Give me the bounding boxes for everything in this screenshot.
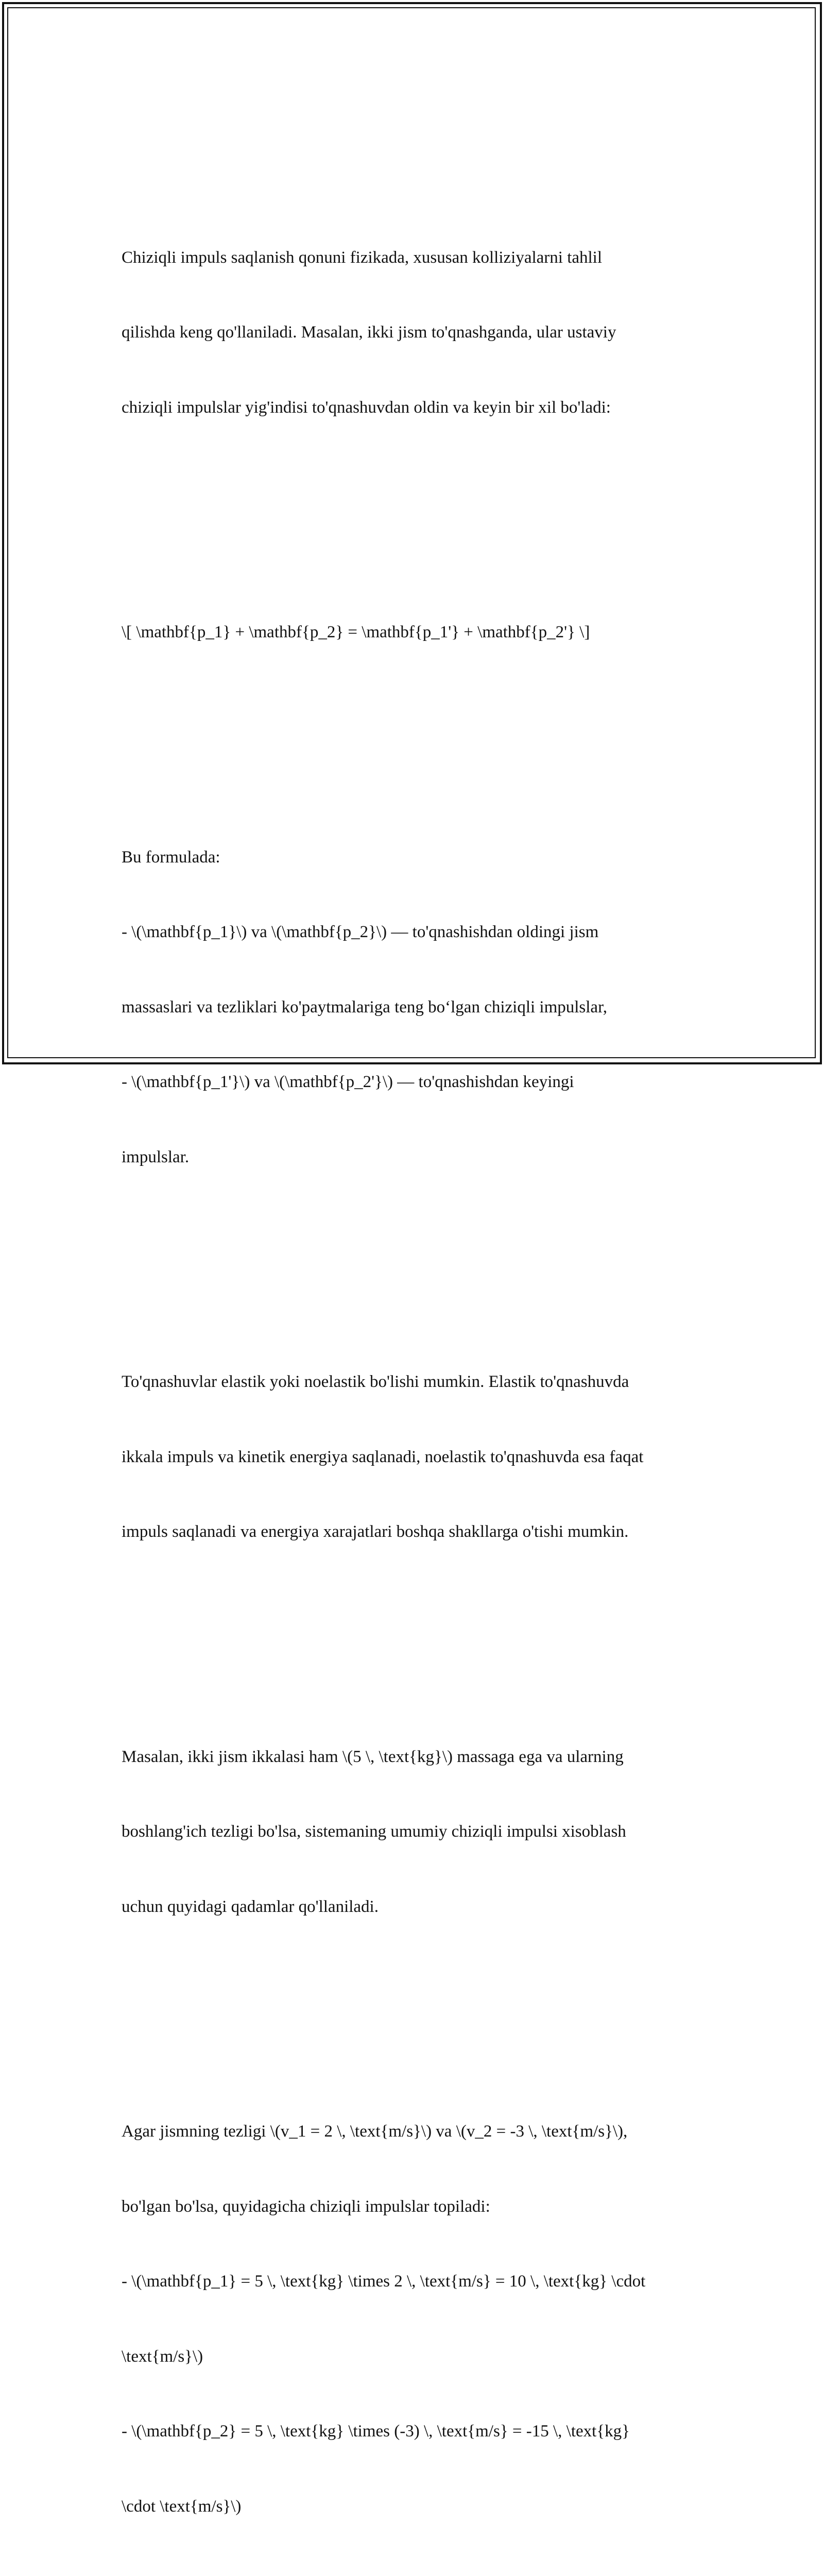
text-line: impulslar.: [122, 1147, 190, 1166]
document-body: [122, 120, 714, 2576]
list-item-line: - \(\mathbf{p_1}\) va \(\mathbf{p_2}\) — to'qnashishdan oldingi jism: [122, 923, 599, 941]
list-item-line: - \(\mathbf{p_1'}\) va \(\mathbf{p_2'}\) — to'qnashishdan keyingi: [122, 1073, 574, 1091]
paragraph-intro: [122, 195, 714, 470]
paragraph-formula-explanation: [122, 795, 714, 1220]
text-line: Chiziqli impuls saqlanish qonuni fizikada, xususan kolliziyalarni tahlil: [122, 248, 603, 267]
paragraph-collision-types: [122, 1319, 714, 1595]
text-line: \text{m/s}\): [122, 2347, 203, 2366]
text-line: To'qnashuvlar elastik yoki noelastik bo'lishi mumkin. Elastik to'qnashuvda: [122, 1372, 629, 1391]
text-line: boshlang'ich tezligi bo'lsa, sistemaning umumiy chiziqli impulsi xisoblash: [122, 1822, 626, 1841]
list-item-line: - \(\mathbf{p_2} = 5 \, \text{kg} \times (-3) \, \text{m/s} = -15 \, \text{kg}: [122, 2422, 630, 2441]
text-line: ikkala impuls va kinetik energiya saqlanadi, noelastik to'qnashuvda esa faqat: [122, 1447, 644, 1466]
text-line: qilishda keng qo'llaniladi. Masalan, ikki jism to'qnashganda, ular ustaviy: [122, 323, 616, 342]
list-item-line: - \(\mathbf{p_1} = 5 \, \text{kg} \times 2 \, \text{m/s} = 10 \, \text{kg} \cdot: [122, 2272, 646, 2291]
text-line: Bu formulada:: [122, 848, 220, 867]
equation-conservation: [122, 570, 714, 695]
text-line: Agar jismning tezligi \(v_1 = 2 \, \text{m/s}\) va \(v_2 = -3 \, \text{m/s}\),: [122, 2122, 628, 2141]
paragraph-example-calculation: [122, 2069, 714, 2569]
paragraph-example-setup: [122, 1694, 714, 1970]
equation-line: \[ \mathbf{p_1} + \mathbf{p_2} = \mathbf{p_1'} + \mathbf{p_2'} \]: [122, 623, 590, 641]
text-line: uchun quyidagi qadamlar qo'llaniladi.: [122, 1897, 379, 1916]
text-line: \cdot \text{m/s}\): [122, 2497, 242, 2516]
text-line: chiziqli impulslar yig'indisi to'qnashuvdan oldin va keyin bir xil bo'ladi:: [122, 398, 611, 417]
text-line: impuls saqlanadi va energiya xarajatlari boshqa shakllarga o'tishi mumkin.: [122, 1522, 629, 1541]
text-line: Masalan, ikki jism ikkalasi ham \(5 \, \text{kg}\) massaga ega va ularning: [122, 1747, 624, 1766]
text-line: massaslari va tezliklari ko'paytmalariga teng bo‘lgan chiziqli impulslar,: [122, 997, 607, 1016]
text-line: bo'lgan bo'lsa, quyidagicha chiziqli impulslar topiladi:: [122, 2197, 490, 2216]
